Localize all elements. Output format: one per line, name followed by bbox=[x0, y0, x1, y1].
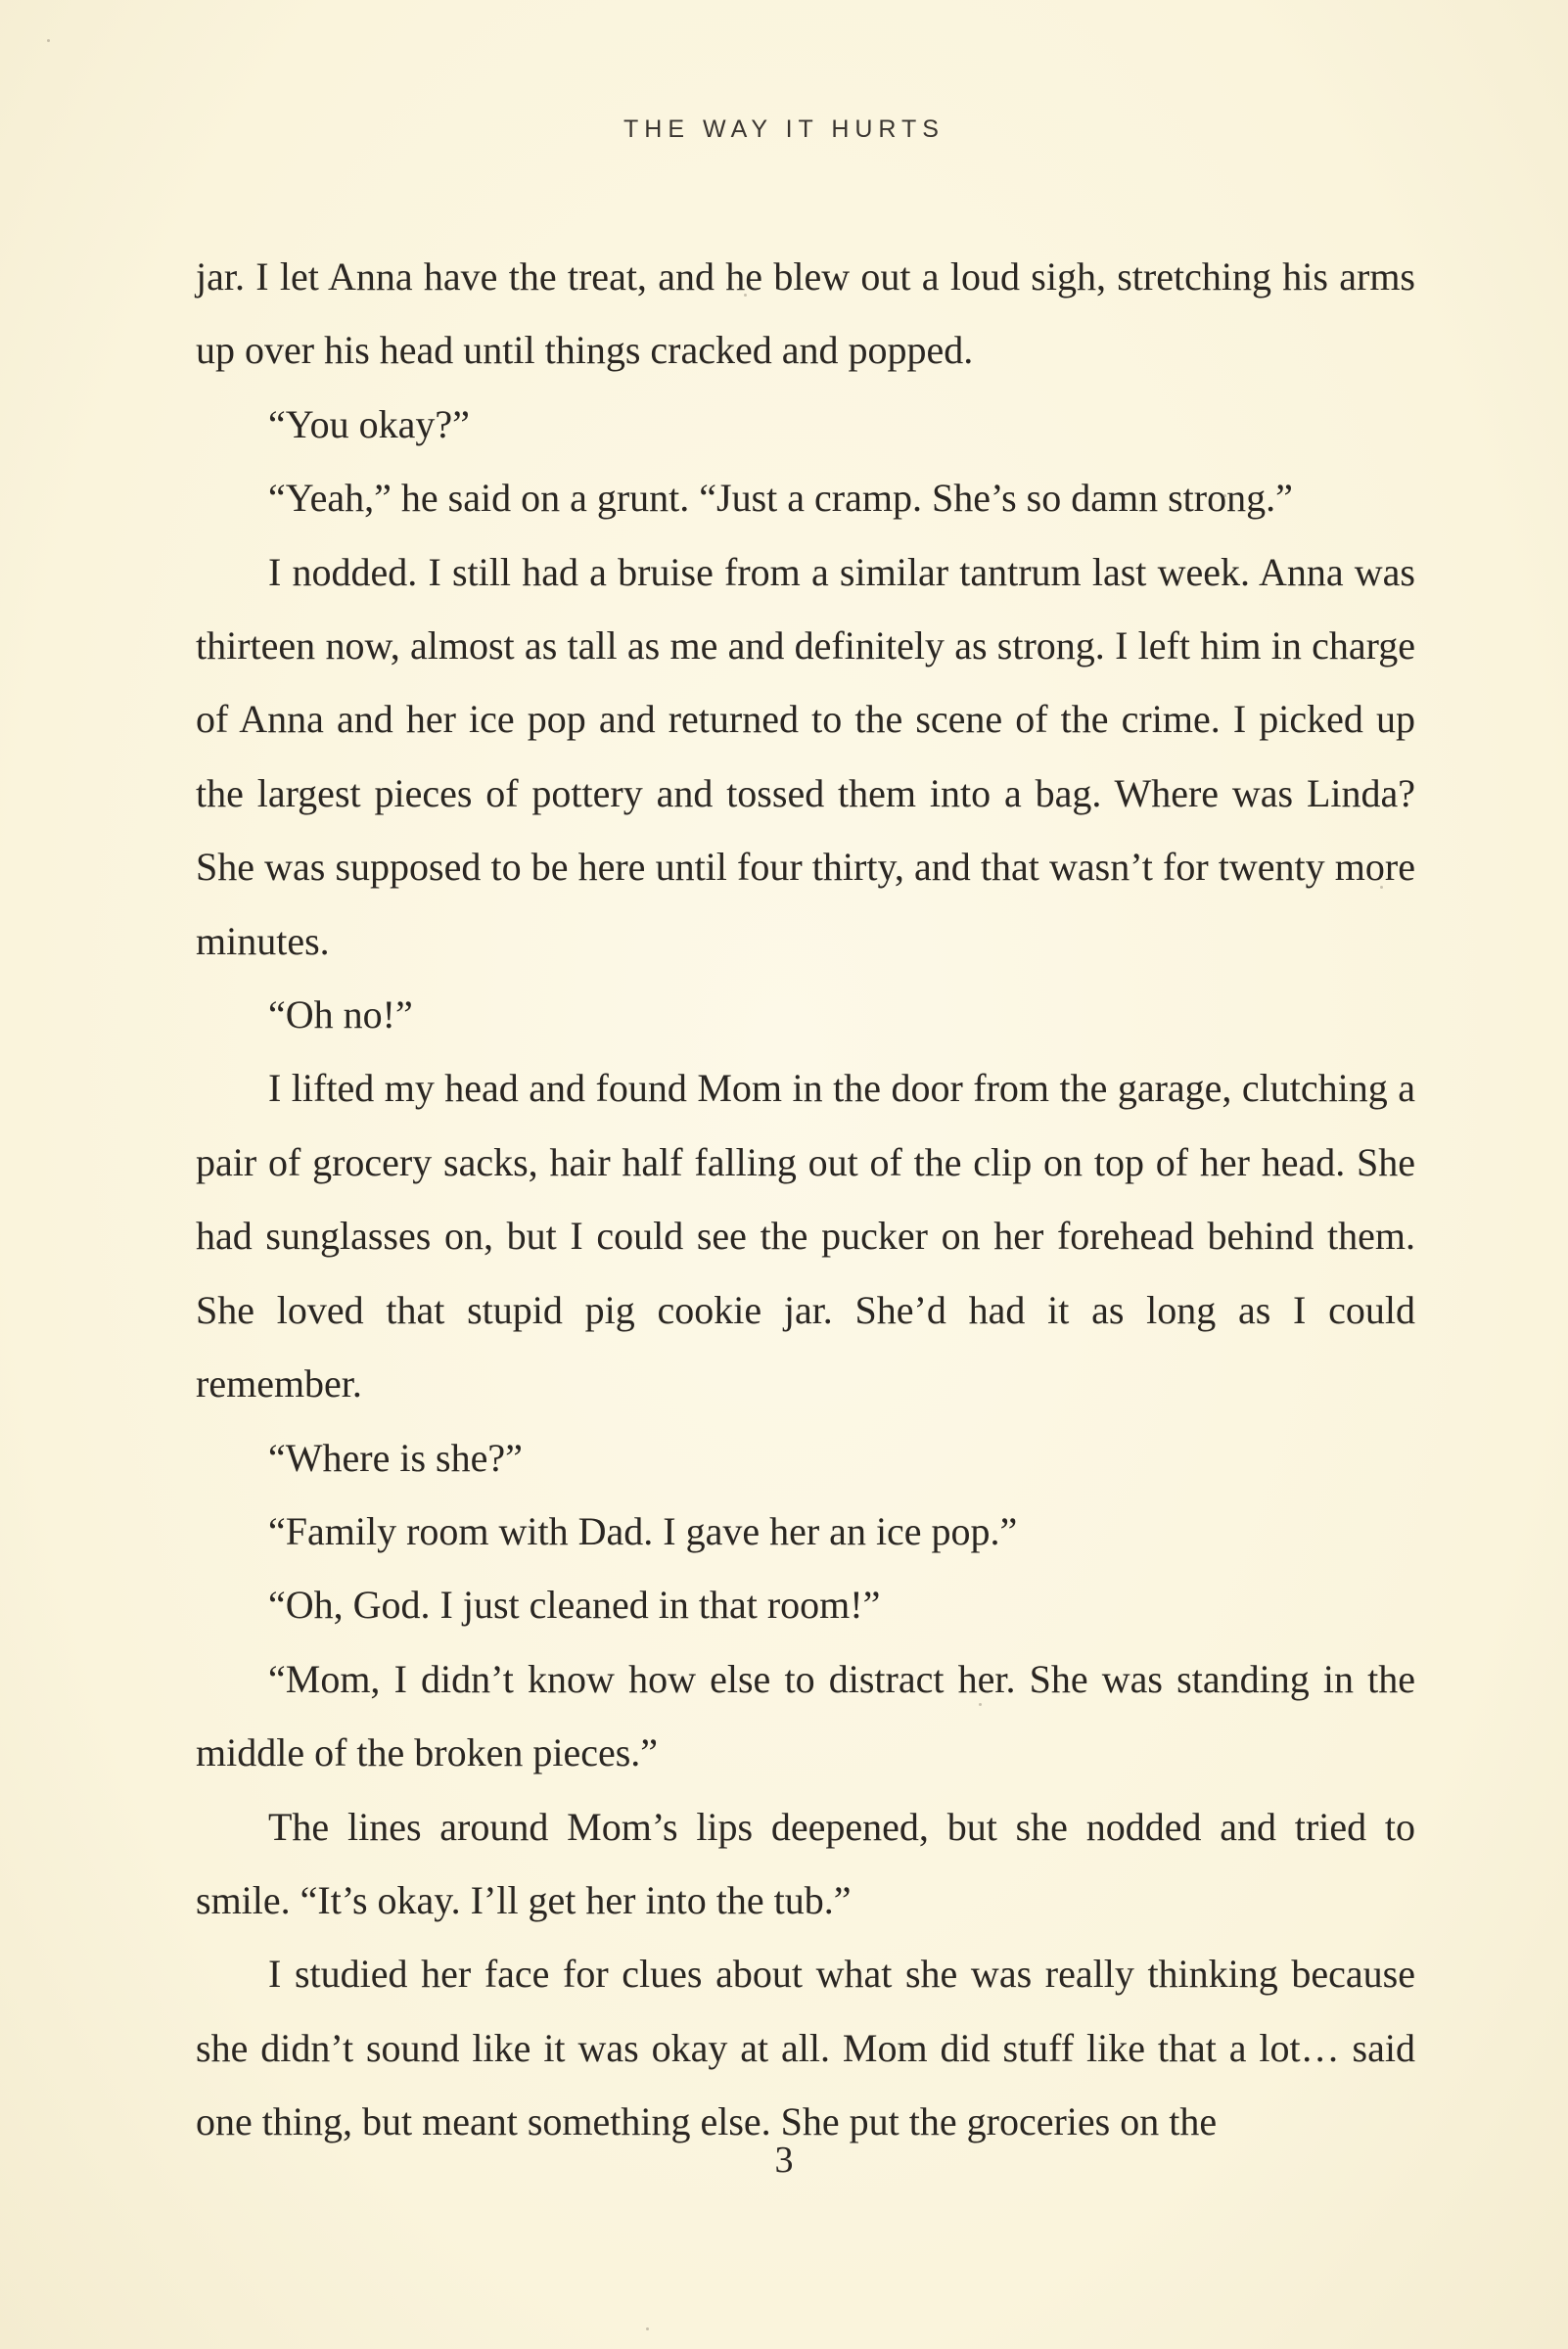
paragraph: “Oh no!” bbox=[268, 992, 413, 1037]
paragraph: “Where is she?” bbox=[268, 1435, 523, 1480]
paper-speck bbox=[646, 2327, 649, 2330]
paragraph: “Mom, I didn’t know how else to distract her. She was standing in the middle of the broken pieces.” bbox=[196, 1656, 1415, 1775]
running-head: THE WAY IT HURTS bbox=[623, 115, 945, 143]
paragraph: “Family room with Dad. I gave her an ice pop.” bbox=[268, 1508, 1018, 1553]
paragraph: jar. I let Anna have the treat, and he blew out a loud sigh, stretching his arms up over his head until things cracked and popped. bbox=[196, 254, 1415, 373]
paragraph: “Oh, God. I just cleaned in that room!” bbox=[268, 1583, 881, 1628]
paragraph: I lifted my head and found Mom in the door from the garage, clutching a pair of grocery sacks, hair half falling out of the clip on top of her head. She had sunglasses on, but I could see the pucker on her forehead behind them. She loved that stupid pig cookie jar. She’d had it as long as I could remember. bbox=[196, 1066, 1415, 1406]
page-number: 3 bbox=[774, 2140, 794, 2181]
body-text bbox=[196, 240, 1415, 2159]
paper-speck bbox=[47, 39, 50, 42]
paragraph: I nodded. I still had a bruise from a similar tantrum last week. Anna was thirteen now, almost as tall as me and definitely as strong. I left him in charge of Anna and her ice pop and returned to the scene of the crime. I picked up the largest pieces of pottery and tossed them into a bag. Where was Linda? She was supposed to be here until four thirty, and that wasn’t for twenty more minutes. bbox=[196, 549, 1415, 963]
paragraph: I studied her face for clues about what she was really thinking because she didn’t sound like it was okay at all. Mom did stuff like that a lot… said one thing, but meant something else. She put the groceries on the bbox=[196, 1952, 1415, 2144]
paragraph: The lines around Mom’s lips deepened, but she nodded and tried to smile. “It’s okay. I’ll get her into the tub.” bbox=[196, 1804, 1415, 1922]
paragraph: “You okay?” bbox=[268, 401, 470, 446]
paragraph: “Yeah,” he said on a grunt. “Just a cramp. She’s so damn strong.” bbox=[268, 476, 1293, 521]
